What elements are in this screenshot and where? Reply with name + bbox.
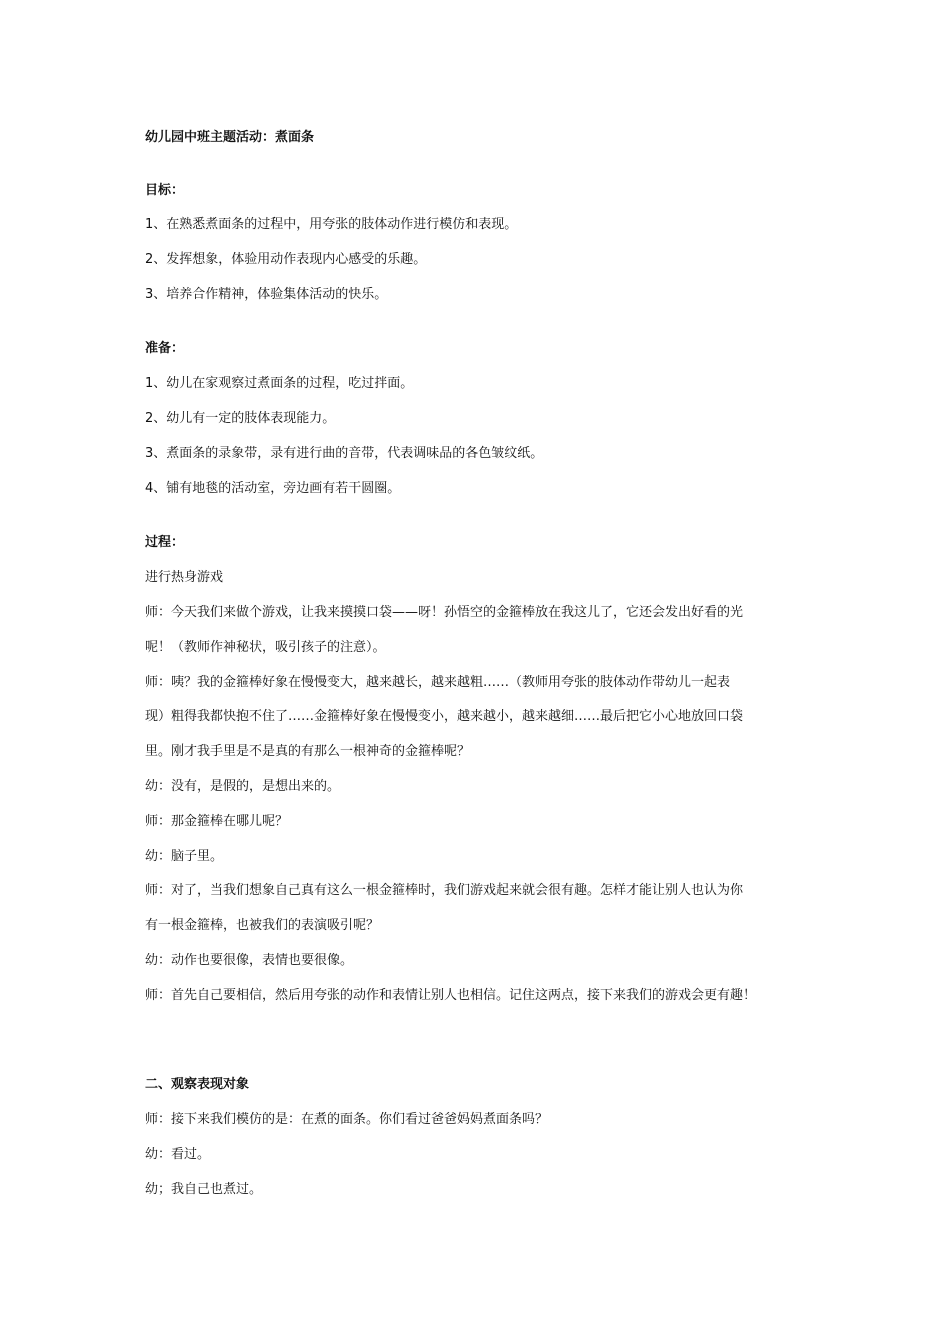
process-line: 里。刚才我手里是不是真的有那么一根神奇的金箍棒呢？ [145, 744, 471, 759]
document-title: 幼儿园中班主题活动：煮面条 [145, 130, 315, 145]
goal-item: 2、发挥想象，体验用动作表现内心感受的乐趣。 [145, 252, 427, 267]
process-line: 呢！（教师作神秘状，吸引孩子的注意）。 [145, 640, 386, 655]
prep-heading: 准备： [145, 341, 185, 356]
prep-item: 4、铺有地毯的活动室，旁边画有若干圆圈。 [145, 481, 401, 496]
process-line: 进行热身游戏 [145, 570, 224, 585]
section2-line: 幼；我自己也煮过。 [145, 1182, 263, 1197]
process-line: 现）粗得我都快抱不住了……金箍棒好象在慢慢变小，越来越小，越来越细……最后把它小心地放回口袋 [145, 709, 744, 724]
prep-item: 3、煮面条的录象带，录有进行曲的音带，代表调味品的各色皱纹纸。 [145, 446, 544, 461]
process-line: 幼：动作也要很像，表情也要很像。 [145, 953, 354, 968]
process-line: 师：那金箍棒在哪儿呢？ [145, 814, 289, 829]
goal-item: 3、培养合作精神，体验集体活动的快乐。 [145, 287, 388, 302]
prep-item: 1、幼儿在家观察过煮面条的过程，吃过拌面。 [145, 376, 414, 391]
process-line: 有一根金箍棒，也被我们的表演吸引呢？ [145, 918, 380, 933]
goals-heading: 目标： [145, 183, 185, 198]
prep-item: 2、幼儿有一定的肢体表现能力。 [145, 411, 336, 426]
process-line: 幼：没有，是假的，是想出来的。 [145, 779, 341, 794]
process-line: 幼：脑子里。 [145, 849, 224, 864]
section2-heading: 二、观察表现对象 [145, 1077, 250, 1092]
process-heading: 过程： [145, 535, 185, 550]
goal-item: 1、在熟悉煮面条的过程中，用夸张的肢体动作进行模仿和表现。 [145, 217, 518, 232]
process-line: 师：对了，当我们想象自己真有这么一根金箍棒时，我们游戏起来就会很有趣。怎样才能让别人也认为你 [145, 883, 744, 898]
section2-line: 师：接下来我们模仿的是：在煮的面条。你们看过爸爸妈妈煮面条吗？ [145, 1112, 549, 1127]
section2-line: 幼：看过。 [145, 1147, 211, 1162]
process-line: 师：首先自己要相信，然后用夸张的动作和表情让别人也相信。记住这两点，接下来我们的游戏会更有趣！ [145, 988, 757, 1003]
process-line: 师：今天我们来做个游戏，让我来摸摸口袋——呀！孙悟空的金箍棒放在我这儿了，它还会发出好看的光 [145, 605, 744, 620]
process-line: 师：咦？我的金箍棒好象在慢慢变大，越来越长，越来越粗……（教师用夸张的肢体动作带幼儿一起表 [145, 675, 731, 690]
